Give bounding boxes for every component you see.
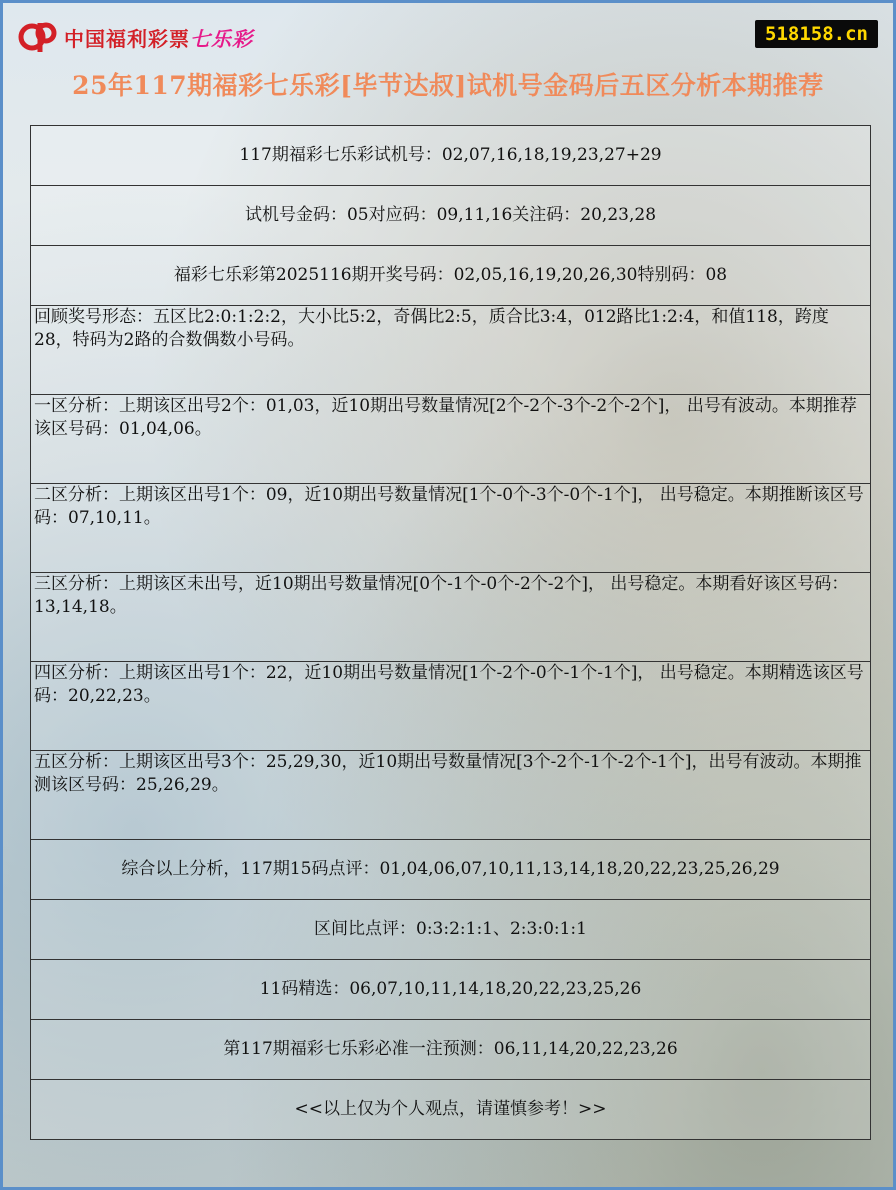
zone2-cell: 二区分析：上期该区出号1个：09，近10期出号数量情况[1个-0个-3个-0个-1个]， 出号稳定。本期推断该区号码：07,10,11。	[31, 484, 871, 573]
draw-result-cell: 福彩七乐彩第2025116期开奖号码：02,05,16,19,20,26,30特别码：08	[31, 246, 871, 306]
zone3-cell: 三区分析：上期该区未出号，近10期出号数量情况[0个-1个-0个-2个-2个]， 出号稳定。本期看好该区号码：13,14,18。	[31, 573, 871, 662]
lottery-logo	[18, 18, 253, 56]
site-badge[interactable]: 518158.cn	[755, 20, 878, 48]
table-row	[31, 484, 871, 573]
analysis-table	[30, 125, 871, 1140]
table-row	[31, 186, 871, 246]
table-row	[31, 1020, 871, 1080]
ratio-cell: 区间比点评：0:3:2:1:1、2:3:0:1:1	[31, 900, 871, 960]
table-row	[31, 960, 871, 1020]
table-row	[31, 126, 871, 186]
table-row	[31, 662, 871, 751]
table-row	[31, 395, 871, 484]
lottery-logo-icon	[18, 18, 58, 56]
table-row	[31, 1080, 871, 1140]
header	[0, 0, 896, 120]
page-title: 25年117期福彩七乐彩[毕节达叔]试机号金码后五区分析本期推荐	[72, 71, 824, 100]
logo-text	[64, 23, 253, 52]
disclaimer-cell: <<以上仅为个人观点，请谨慎参考！>>	[31, 1080, 871, 1140]
summary-15-cell: 综合以上分析，117期15码点评：01,04,06,07,10,11,13,14,18,20,22,23,25,26,29	[31, 840, 871, 900]
gold-code-cell: 试机号金码：05对应码：09,11,16关注码：20,23,28	[31, 186, 871, 246]
review-cell: 回顾奖号形态：五区比2:0:1:2:2，大小比5:2，奇偶比2:5，质合比3:4，012路比1:2:4，和值118，跨度28，特码为2路的合数偶数小号码。	[31, 306, 871, 395]
trial-numbers-cell: 117期福彩七乐彩试机号：02,07,16,18,19,23,27+29	[31, 126, 871, 186]
zone4-cell: 四区分析：上期该区出号1个：22，近10期出号数量情况[1个-2个-0个-1个-1个]， 出号稳定。本期精选该区号码：20,22,23。	[31, 662, 871, 751]
zone1-cell: 一区分析：上期该区出号2个：01,03，近10期出号数量情况[2个-2个-3个-2个-2个]， 出号有波动。本期推荐该区号码：01,04,06。	[31, 395, 871, 484]
prediction-cell: 第117期福彩七乐彩必准一注预测：06,11,14,20,22,23,26	[31, 1020, 871, 1080]
pick-11-cell: 11码精选：06,07,10,11,14,18,20,22,23,25,26	[31, 960, 871, 1020]
table-row	[31, 573, 871, 662]
table-row	[31, 751, 871, 840]
zone5-cell: 五区分析：上期该区出号3个：25,29,30，近10期出号数量情况[3个-2个-1个-2个-1个]，出号有波动。本期推测该区号码：25,26,29。	[31, 751, 871, 840]
logo-text-main: 中国福利彩票	[64, 26, 190, 51]
table-row	[31, 246, 871, 306]
table-row	[31, 840, 871, 900]
table-row	[31, 900, 871, 960]
logo-text-accent: 七乐彩	[190, 26, 253, 51]
table-row	[31, 306, 871, 395]
